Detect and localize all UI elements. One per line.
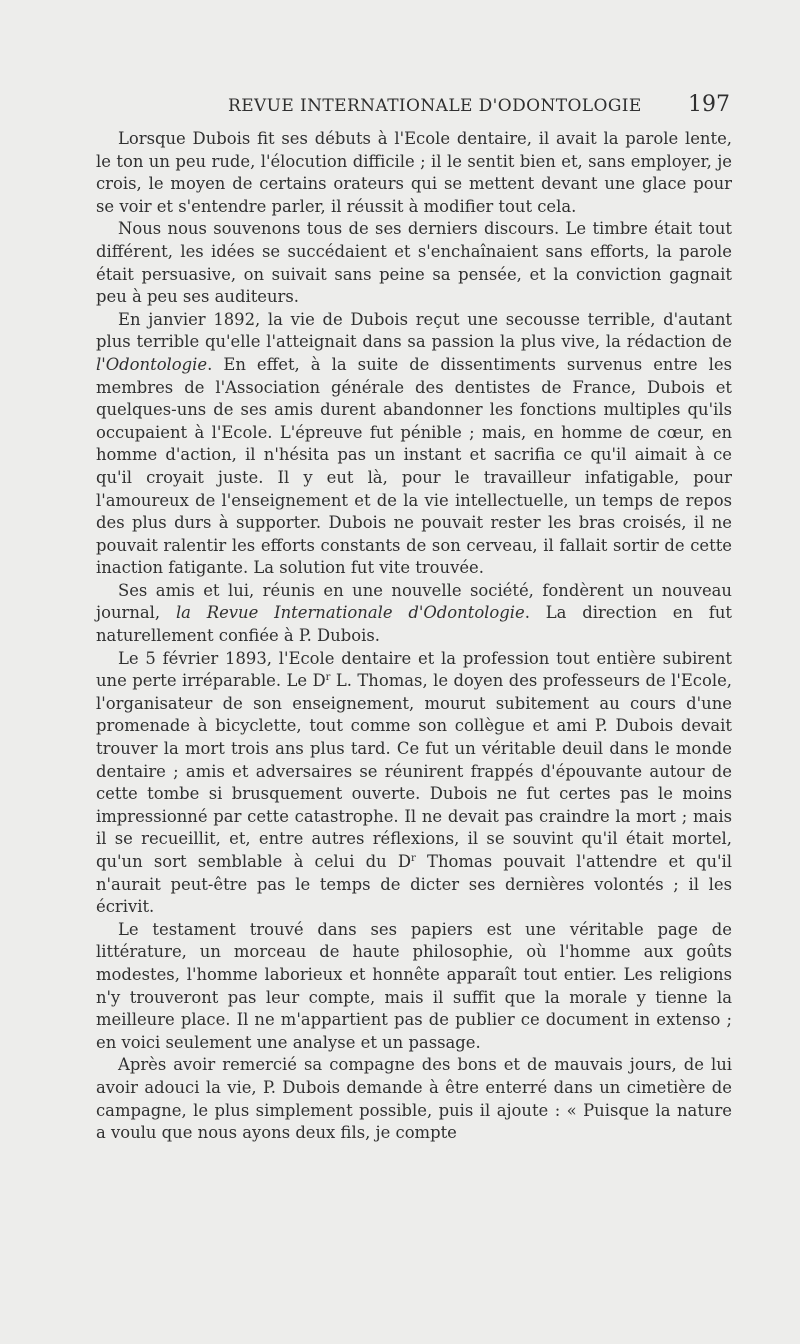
- article-body: [96, 128, 732, 1145]
- paragraph-5-part-1: Le 5 février 1893, l'Ecole dentaire et la profession tout entière subirent une perte irréparable. Le D: [96, 648, 732, 691]
- paragraph-4-part-2: . La direction en fut naturellement confiée à P. Dubois.: [96, 603, 732, 646]
- paragraph-1: Lorsque Dubois fit ses débuts à l'Ecole dentaire, il avait la parole lente, le ton un peu rude, l'élocution difficile ; il le sentit bien et, sans employer, je crois, le moyen de certains orateurs qui se mettent devant une glace pour se voir et s'entendre parler, il réussit à modifier tout cela.: [96, 129, 732, 216]
- paragraph-7: Après avoir remercié sa compagne des bons et de mauvais jours, de lui avoir adouci la vie, P. Dubois demande à être enterré dans un cimetière de campagne, le plus simplement possible, puis il ajoute : « Puisque la nature a voulu que nous ayons deux fils, je compte: [96, 1055, 732, 1143]
- superscript-r-2: r: [411, 853, 416, 864]
- paragraph-4: [96, 580, 732, 648]
- journal-title-revue: la Revue Internationale d'Odontologie: [175, 603, 525, 623]
- paragraph-3: [96, 309, 732, 580]
- paragraph-5-part-3: Thomas pouvait l'attendre et qu'il n'aurait peut-être pas le temps de dicter ses dernières volontés ; il les écrivit.: [96, 852, 732, 917]
- running-title: REVUE INTERNATIONALE D'ODONTOLOGIE: [228, 96, 642, 116]
- paragraph-4-part-1: Ses amis et lui, réunis en une nouvelle société, fondèrent un nouveau journal,: [96, 580, 732, 623]
- paragraph-6: Le testament trouvé dans ses papiers est une véritable page de littérature, un morceau de haute philosophie, où l'homme aux goûts modestes, l'homme laborieux et honnête apparaît tout entier. Les religions n'y trouveront pas leur compte, mais il suffit que la morale y tienne la meilleure place. Il ne m'appartient pas de publier ce document in extenso ; en voici seulement une analyse et un passage.: [96, 919, 732, 1052]
- paragraph-3-part-2: . En effet, à la suite de dissentiments survenus entre les membres de l'Association générale des dentistes de France, Dubois et quelques-uns de ses amis durent abandonner les fonctions multiples qu'ils occupaient à l'Ecole. L'épreuve fut pénible ; mais, en homme de cœur, en homme d'action, il n'hésita pas un instant et sacrifia ce qu'il aimait à ce qu'il croyait juste. Il y eut là, pour le travailleur infatigable, pour l'amoureux de l'enseignement et de la vie intellectuelle, un temps de repos des plus durs à supporter. Dubois ne pouvait rester les bras croisés, il ne pouvait ralentir les efforts constants de son cerveau, il fallait sortir de cette inaction fatigante. La solution fut vite trouvée.: [96, 354, 732, 578]
- paragraph-2: Nous nous souvenons tous de ses derniers discours. Le timbre était tout différent, les idées se succédaient et s'enchaînaient sans efforts, la parole était persuasive, on suivait sans peine sa pensée, et la conviction gagnait peu à peu ses auditeurs.: [96, 219, 732, 307]
- page-header: [96, 92, 732, 122]
- superscript-r-1: r: [325, 672, 331, 684]
- paragraph-5: [96, 648, 732, 919]
- paragraph-5-part-2: L. Thomas, le doyen des professeurs de l'Ecole, l'organisateur de son enseignement, mourut subitement au cours d'une promenade à bicyclette, tout comme son collègue et ami P. Dubois devait trouver la mort trois ans plus tard. Ce fut un véritable deuil dans le monde dentaire ; amis et adversaires se réunirent frappés d'épouvante autour de cette tombe si brusquement ouverte. Dubois ne fut certes pas le moins impressionné par cette catastrophe. Il ne devait pas craindre la mort ; mais il se recueillit, et, entre autres réflexions, il se souvint qu'il était mortel, qu'un sort semblable à celui du D: [96, 671, 732, 871]
- journal-title-odontologie: l'Odontologie: [96, 354, 208, 374]
- paragraph-3-part-1: En janvier 1892, la vie de Dubois reçut une secousse terrible, d'autant plus terrible qu'elle l'atteignait dans sa passion la plus vive, la rédaction de: [96, 309, 732, 352]
- page-number: 197: [688, 92, 730, 117]
